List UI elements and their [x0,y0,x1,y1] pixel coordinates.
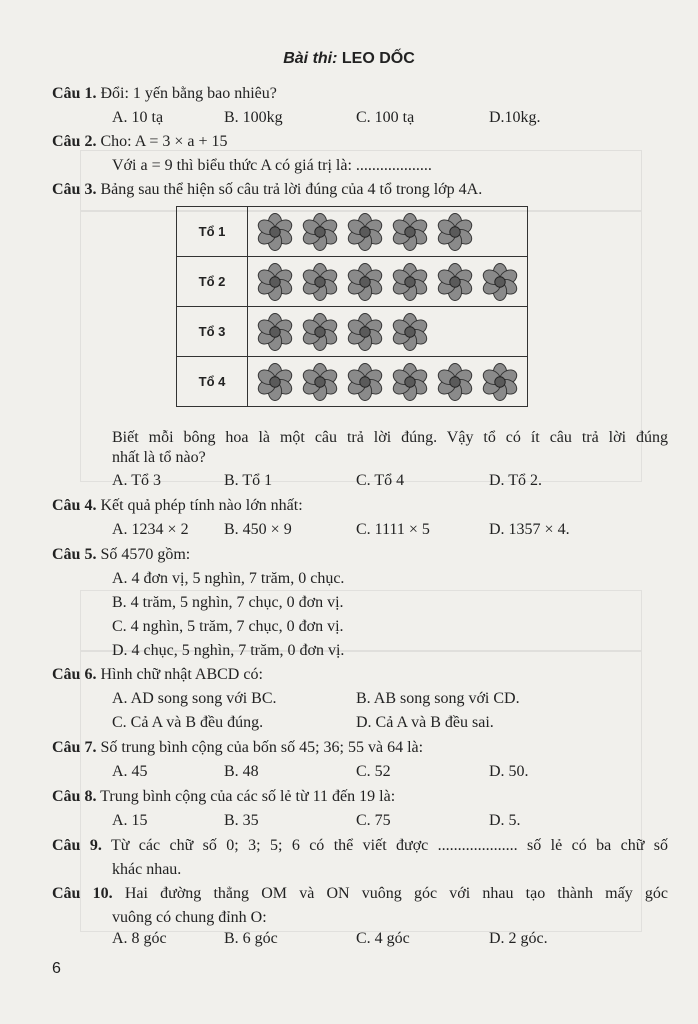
q10-option-d: D. 2 góc. [489,930,548,947]
q7-option-b: B. 48 [224,763,259,780]
flower-icon [391,213,429,251]
question-8: Câu 8. Trung bình cộng của các số lẻ từ 11 đến 19 là: [52,788,396,805]
question-10-line-2: vuông có chung đỉnh O: [112,909,267,926]
flower-cell [248,207,528,257]
q5-option-b: B. 4 trăm, 5 nghìn, 7 chục, 0 đơn vị. [112,594,344,611]
question-4: Câu 4. Kết quả phép tính nào lớn nhất: [52,497,303,514]
flower-icon [391,313,429,351]
q1-option-d: D.10kg. [489,109,541,126]
question-1: Câu 1. Đổi: 1 yến bằng bao nhiêu? [52,85,277,102]
flower-icon [301,363,339,401]
q8-option-d: D. 5. [489,812,521,829]
flower-icon [481,363,519,401]
q3-option-a: A. Tổ 3 [112,472,162,489]
q3-option-d: D. Tổ 2. [489,472,543,489]
page-number: 6 [52,960,61,977]
flower-icon [346,213,384,251]
q5-option-c: C. 4 nghìn, 5 trăm, 7 chục, 0 đơn vị. [112,618,344,635]
flower-cell [248,307,528,357]
flower-table-row [177,257,528,307]
question-3-prompt-line-1: Biết mỗi bông hoa là một câu trả lời đúng. Vậy tổ có ít câu trả lời đúng [112,429,668,446]
team-label: Tổ 1 [177,207,248,257]
question-2: Câu 2. Cho: A = 3 × a + 15 [52,133,228,150]
q7-option-d: D. 50. [489,763,529,780]
flower-icon [346,363,384,401]
flower-icon [256,313,294,351]
q10-option-b: B. 6 góc [224,930,278,947]
q1-option-c: C. 100 tạ [356,109,415,126]
q6-option-d: D. Cả A và B đều sai. [356,714,494,731]
q7-option-a: A. 45 [112,763,148,780]
q5-option-a: A. 4 đơn vị, 5 nghìn, 7 trăm, 0 chục. [112,570,345,587]
flower-icon [391,363,429,401]
flower-icon [256,263,294,301]
flower-icon [481,263,519,301]
flower-icon [436,263,474,301]
q4-option-a: A. 1234 × 2 [112,521,189,538]
q4-option-b: B. 450 × 9 [224,521,292,538]
q4-option-d: D. 1357 × 4. [489,521,570,538]
flower-icon [256,363,294,401]
flower-icon [301,313,339,351]
flower-icon [436,213,474,251]
q1-option-b: B. 100kg [224,109,283,126]
q5-option-d: D. 4 chục, 5 nghìn, 7 trăm, 0 đơn vị. [112,642,345,659]
q3-option-b: B. Tổ 1 [224,472,273,489]
question-5: Câu 5. Số 4570 gồm: [52,546,191,563]
flower-cell [248,257,528,307]
question-10: Câu 10. Hai đường thẳng OM và ON vuông góc với nhau tạo thành mấy góc [52,885,669,902]
flower-icon [301,263,339,301]
q1-option-a: A. 10 tạ [112,109,164,126]
flower-table-row [177,307,528,357]
q4-option-c: C. 1111 × 5 [356,521,430,538]
flower-icon [391,263,429,301]
question-3-prompt-line-2: nhất là tổ nào? [112,449,206,466]
question-2-line-2: Với a = 9 thì biểu thức A có giá trị là: ................... [112,157,432,174]
flower-table-row [177,207,528,257]
flower-icon [301,213,339,251]
question-9-line-2: khác nhau. [112,861,182,878]
q3-option-c: C. Tổ 4 [356,472,405,489]
question-7: Câu 7. Số trung bình cộng của bốn số 45; 36; 55 và 64 là: [52,739,424,756]
q6-option-b: B. AB song song với CD. [356,690,520,707]
q8-option-c: C. 75 [356,812,391,829]
flower-icon [256,213,294,251]
flower-icon [346,313,384,351]
team-label: Tổ 2 [177,257,248,307]
q10-option-a: A. 8 góc [112,930,167,947]
flower-table [176,206,528,407]
team-label: Tổ 3 [177,307,248,357]
q6-option-a: A. AD song song với BC. [112,690,277,707]
question-3: Câu 3. Bảng sau thể hiện số câu trả lời đúng của 4 tổ trong lớp 4A. [52,181,483,198]
page-title: Bài thi: LEO DỐC [283,50,415,67]
q10-option-c: C. 4 góc [356,930,410,947]
q8-option-a: A. 15 [112,812,148,829]
flower-icon [346,263,384,301]
question-6: Câu 6. Hình chữ nhật ABCD có: [52,666,263,683]
flower-table-row [177,357,528,407]
team-label: Tổ 4 [177,357,248,407]
q8-option-b: B. 35 [224,812,259,829]
flower-icon [436,363,474,401]
q6-option-c: C. Cả A và B đều đúng. [112,714,264,731]
flower-cell [248,357,528,407]
question-9: Câu 9. Từ các chữ số 0; 3; 5; 6 có thể viết được .................... số lẻ có ba chữ số [52,837,669,854]
q7-option-c: C. 52 [356,763,391,780]
